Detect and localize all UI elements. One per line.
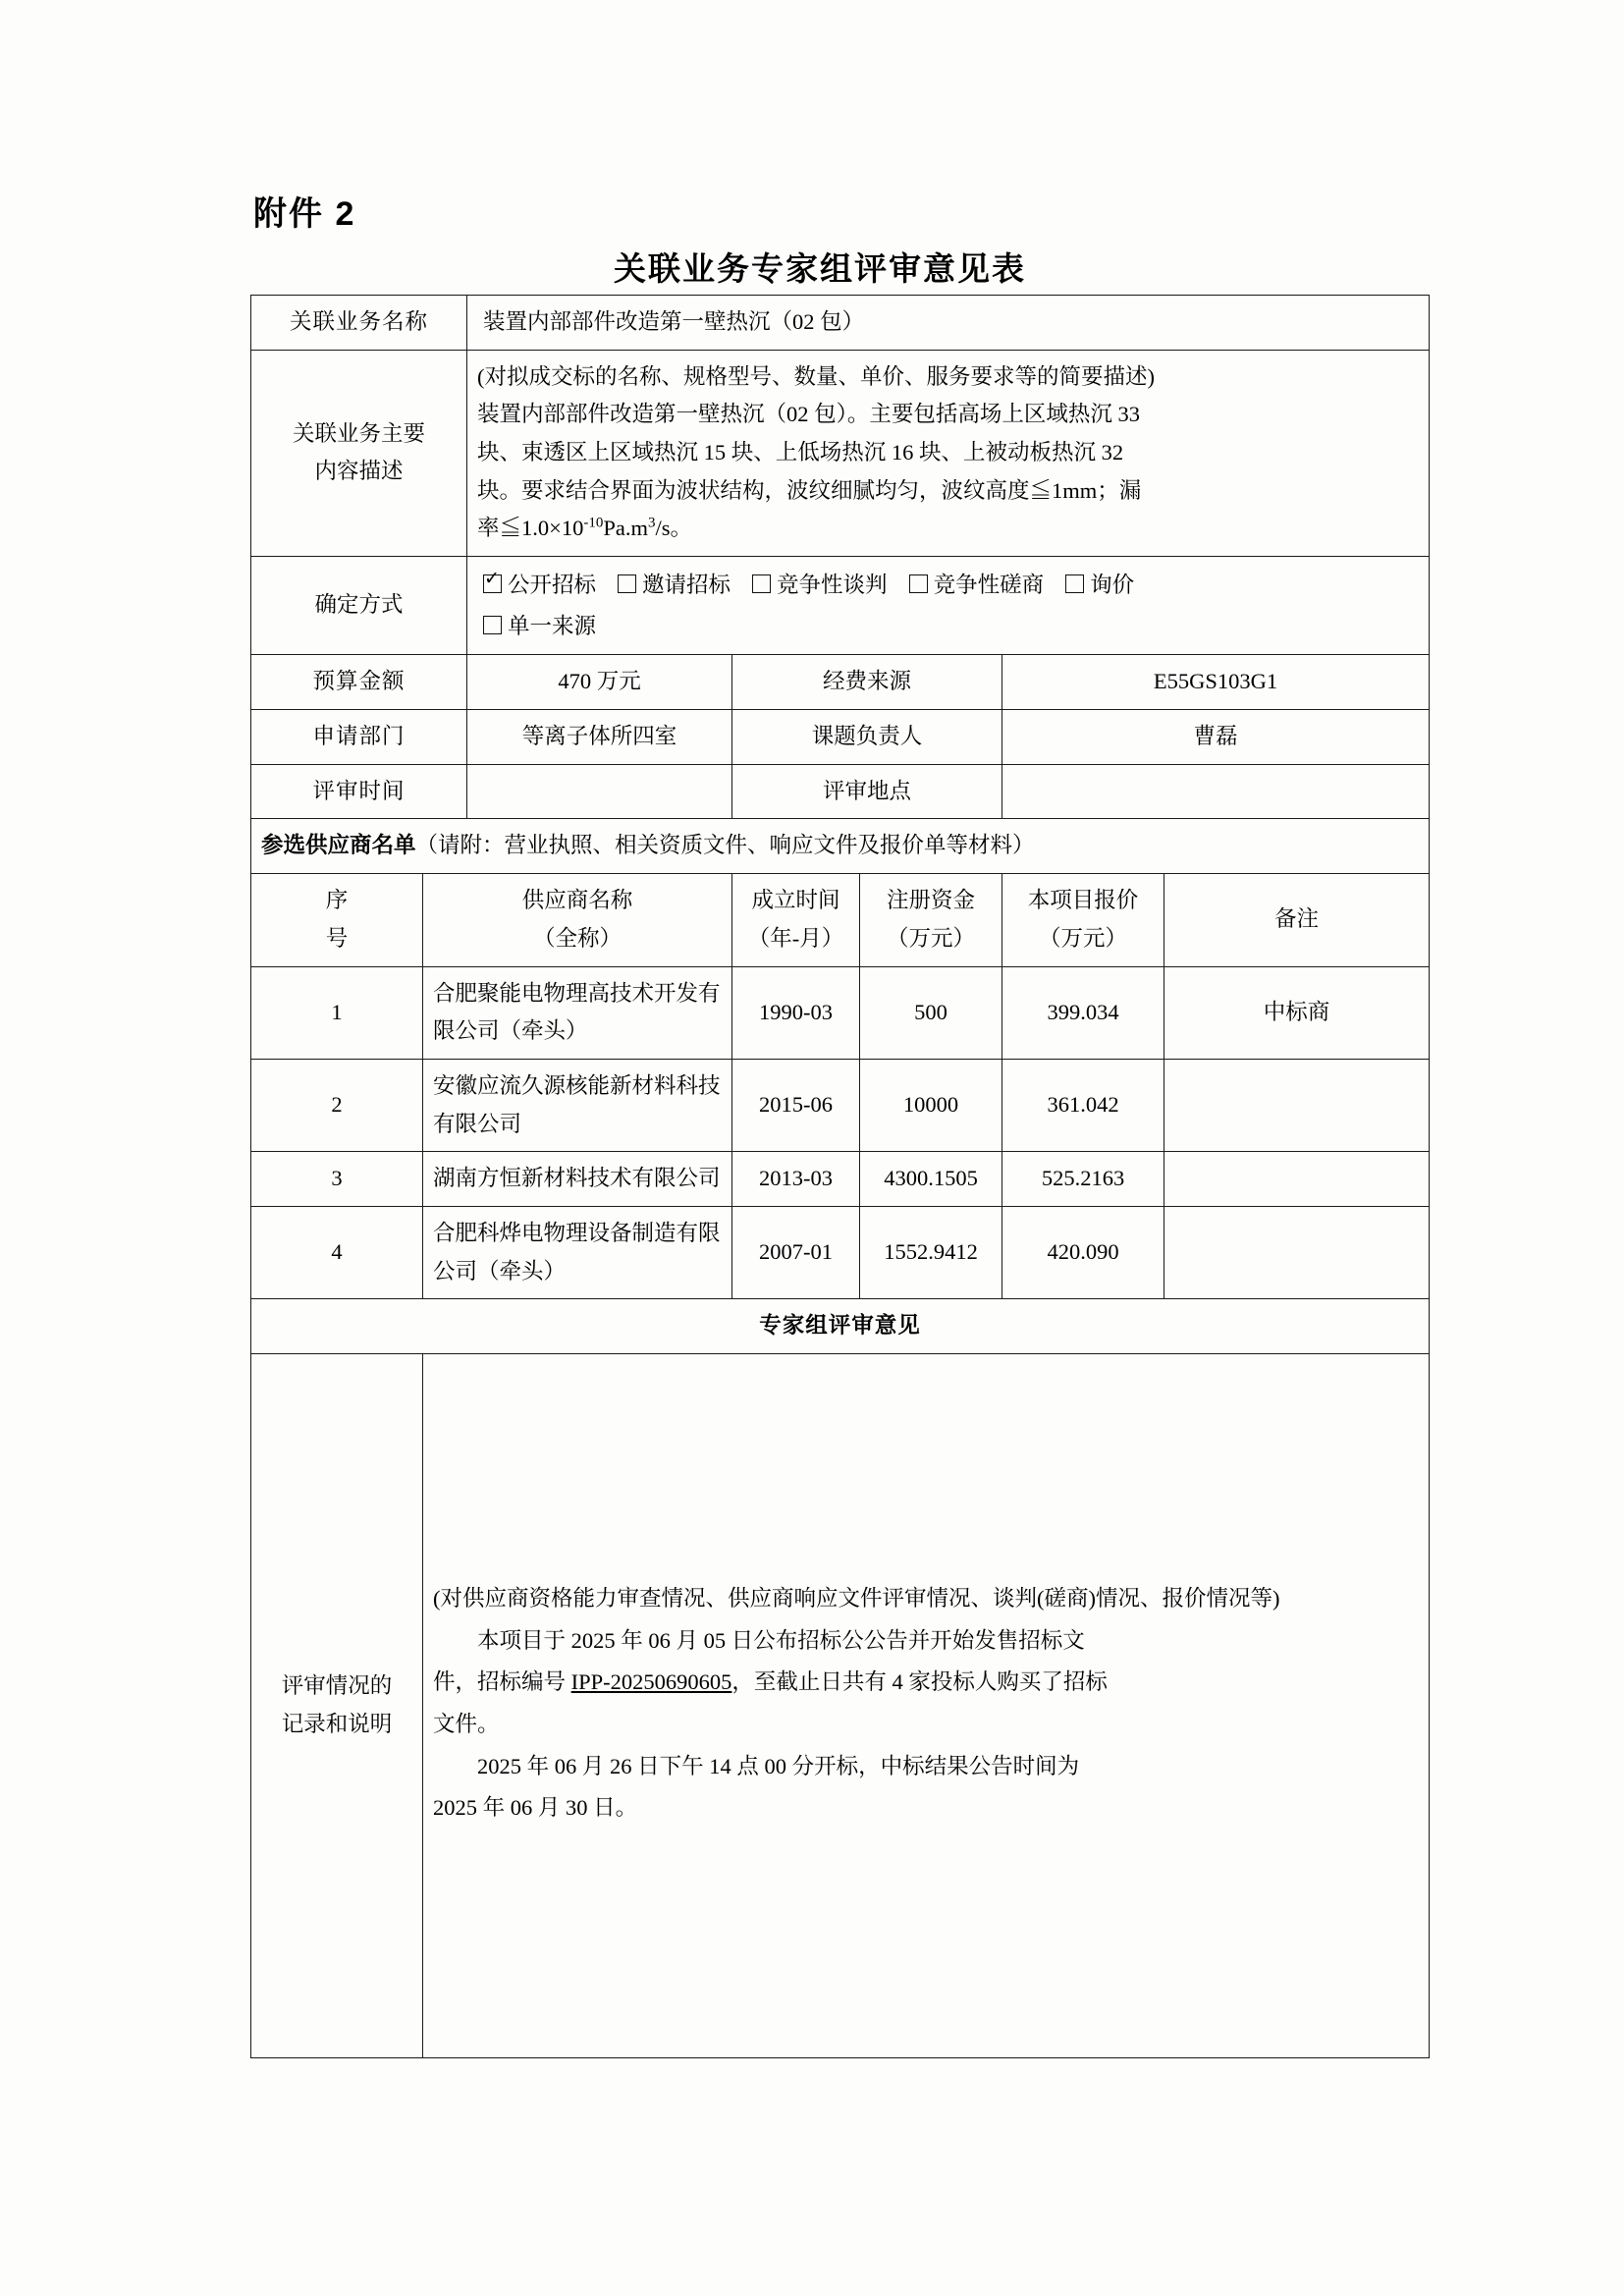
method-options: [467, 557, 1430, 655]
col-header-capital: [860, 874, 1002, 966]
opinion-para1-line1: 本项目于 2025 年 06 月 05 日公布招标公公告并开始发售招标文: [477, 1627, 1085, 1653]
table-row-content-desc: [251, 350, 1430, 556]
opinion-para1-line2-pre: 件，招标编号: [433, 1669, 571, 1695]
funding-source-value: E55GS103G1: [1002, 655, 1430, 710]
col-header-capital-line2: （万元）: [887, 925, 976, 951]
checkbox-icon[interactable]: [483, 574, 502, 593]
supplier-quote-2: 361.042: [1002, 1059, 1164, 1151]
method-option-label-3: 竞争性磋商: [933, 573, 1045, 598]
supplier-quote-3: 525.2163: [1002, 1152, 1164, 1207]
table-row-business-name: [251, 296, 1430, 351]
opinion-para1-line2: [433, 1664, 1419, 1702]
supplier-index-1: 1: [251, 966, 423, 1059]
project-leader-label: 课题负责人: [732, 710, 1002, 765]
content-desc-line4-sup2: 3: [647, 515, 656, 531]
method-label: 确定方式: [251, 557, 467, 655]
budget-label: 预算金额: [251, 655, 467, 710]
col-header-name-line1: 供应商名称: [521, 888, 633, 913]
opinion-section-heading: 专家组评审意见: [251, 1299, 1430, 1354]
content-desc-label-line2: 内容描述: [314, 459, 404, 484]
method-option-label-4: 询价: [1090, 573, 1135, 598]
content-desc-line4-sup: -10: [583, 515, 604, 531]
opinion-para2-line2: 2025 年 06 月 30 日。: [433, 1795, 638, 1821]
budget-value: 470 万元: [467, 655, 732, 710]
attachment-label: 附件 2: [253, 195, 356, 233]
col-header-index: [251, 874, 423, 966]
checkbox-icon[interactable]: [1065, 574, 1084, 593]
review-time-value: [467, 764, 732, 819]
method-option-public-bid[interactable]: [483, 565, 596, 606]
supplier-quote-4: 420.090: [1002, 1206, 1164, 1298]
supplier-section-heading-bold: 参选供应商名单: [261, 833, 416, 858]
table-row-supplier-heading: [251, 819, 1430, 874]
opinion-text: [423, 1354, 1430, 2058]
col-header-name-line2: （全称）: [533, 925, 623, 951]
review-place-label: 评审地点: [732, 764, 1002, 819]
supplier-index-3: 3: [251, 1152, 423, 1207]
opinion-label-line2: 记录和说明: [281, 1712, 393, 1736]
supplier-index-4: 4: [251, 1206, 423, 1298]
col-header-remark: 备注: [1164, 874, 1430, 966]
content-desc-line4-post: /s。: [655, 516, 692, 541]
supplier-remark-2: [1164, 1059, 1430, 1151]
table-row-department: [251, 710, 1430, 765]
content-desc-label: [251, 350, 467, 556]
table-row-method: [251, 557, 1430, 655]
table-row-review-time: [251, 764, 1430, 819]
supplier-remark-1: 中标商: [1164, 966, 1430, 1059]
content-desc-line3: 块。要求结合界面为波状结构，波纹细腻均匀，波纹高度≦1mm；漏: [477, 477, 1142, 503]
col-header-founded-line2: （年-月）: [747, 925, 844, 951]
supplier-remark-4: [1164, 1206, 1430, 1298]
opinion-note: (对供应商资格能力审查情况、供应商响应文件评审情况、谈判(磋商)情况、报价情况等): [433, 1585, 1280, 1611]
col-header-index-line1: 序: [325, 888, 349, 913]
supplier-founded-2: 2015-06: [732, 1059, 860, 1151]
checkbox-icon[interactable]: [618, 574, 636, 593]
content-desc-line4-pre: 率≦1.0×10: [477, 516, 584, 541]
opinion-label: [251, 1354, 423, 2058]
review-form-table: [250, 295, 1430, 2058]
opinion-para1-line2-post: ，至截止日共有 4 家投标人购买了招标: [731, 1669, 1108, 1695]
col-header-name: [423, 874, 732, 966]
col-header-quote-line2: （万元）: [1039, 925, 1128, 951]
apply-dept-label: 申请部门: [251, 710, 467, 765]
table-row: [251, 1152, 1430, 1207]
method-option-invite-bid[interactable]: [618, 565, 731, 606]
content-desc-note: (对拟成交标的名称、规格型号、数量、单价、服务要求等的简要描述): [477, 363, 1156, 389]
opinion-para1-line3: 文件。: [433, 1712, 500, 1736]
supplier-capital-3: 4300.1505: [860, 1152, 1002, 1207]
table-row-opinion-body: [251, 1354, 1430, 2058]
funding-source-label: 经费来源: [732, 655, 1002, 710]
table-row: [251, 1059, 1430, 1151]
content-desc-label-line1: 关联业务主要: [293, 420, 426, 446]
supplier-name-1: 合肥聚能电物理高技术开发有限公司（牵头）: [423, 966, 732, 1059]
method-option-label-0: 公开招标: [508, 573, 597, 598]
table-row: [251, 966, 1430, 1059]
supplier-index-2: 2: [251, 1059, 423, 1151]
checkbox-icon[interactable]: [483, 616, 502, 634]
col-header-founded: [732, 874, 860, 966]
supplier-founded-4: 2007-01: [732, 1206, 860, 1298]
table-row: [251, 1206, 1430, 1298]
opinion-label-line1: 评审情况的: [281, 1673, 393, 1699]
apply-dept-value: 等离子体所四室: [467, 710, 732, 765]
content-desc-line1: 装置内部部件改造第一壁热沉（02 包）。主要包括高场上区域热沉 33: [477, 402, 1141, 427]
business-name-value: 装置内部部件改造第一壁热沉（02 包）: [467, 296, 1430, 351]
supplier-founded-1: 1990-03: [732, 966, 860, 1059]
opinion-para2-line1: 2025 年 06 月 26 日下午 14 点 00 分开标，中标结果公告时间为: [477, 1753, 1080, 1778]
table-row-opinion-heading: [251, 1299, 1430, 1354]
method-option-single-source[interactable]: [483, 606, 596, 647]
supplier-section-heading: [251, 819, 1430, 874]
method-option-competitive-consultation[interactable]: [909, 565, 1045, 606]
project-leader-value: 曹磊: [1002, 710, 1430, 765]
content-desc-line4: [477, 510, 1419, 548]
method-option-competitive-negotiation[interactable]: [752, 565, 888, 606]
supplier-remark-3: [1164, 1152, 1430, 1207]
method-option-inquiry[interactable]: [1065, 565, 1134, 606]
col-header-quote: [1002, 874, 1164, 966]
supplier-section-heading-rest: （请附：营业执照、相关资质文件、响应文件及报价单等材料）: [415, 833, 1035, 858]
content-desc-line2: 块、束透区上区域热沉 15 块、上低场热沉 16 块、上被动板热沉 32: [477, 440, 1124, 465]
method-option-label-5: 单一来源: [508, 613, 597, 638]
supplier-name-2: 安徽应流久源核能新材料科技有限公司: [423, 1059, 732, 1151]
method-option-label-2: 竞争性谈判: [777, 573, 888, 598]
method-option-label-1: 邀请招标: [642, 573, 731, 598]
content-desc-value: [467, 350, 1430, 556]
table-row-budget: [251, 655, 1430, 710]
page-title: 关联业务专家组评审意见表: [614, 250, 1026, 287]
col-header-index-line2: 号: [325, 925, 349, 951]
review-time-label: 评审时间: [251, 764, 467, 819]
col-header-capital-line1: 注册资金: [887, 888, 976, 913]
supplier-founded-3: 2013-03: [732, 1152, 860, 1207]
supplier-name-4: 合肥科烨电物理设备制造有限公司（牵头）: [423, 1206, 732, 1298]
content-desc-line4-mid: Pa.m: [603, 516, 648, 541]
supplier-quote-1: 399.034: [1002, 966, 1164, 1059]
supplier-capital-2: 10000: [860, 1059, 1002, 1151]
table-row-supplier-header: [251, 874, 1430, 966]
col-header-founded-line1: 成立时间: [751, 888, 840, 913]
tender-number: IPP-20250690605: [570, 1669, 732, 1695]
checkbox-icon[interactable]: [909, 574, 928, 593]
checkbox-icon[interactable]: [752, 574, 771, 593]
col-header-quote-line1: 本项目报价: [1027, 888, 1139, 913]
business-name-label: 关联业务名称: [251, 296, 467, 351]
supplier-name-3: 湖南方恒新材料技术有限公司: [423, 1152, 732, 1207]
supplier-capital-1: 500: [860, 966, 1002, 1059]
supplier-capital-4: 1552.9412: [860, 1206, 1002, 1298]
review-place-value: [1002, 764, 1430, 819]
